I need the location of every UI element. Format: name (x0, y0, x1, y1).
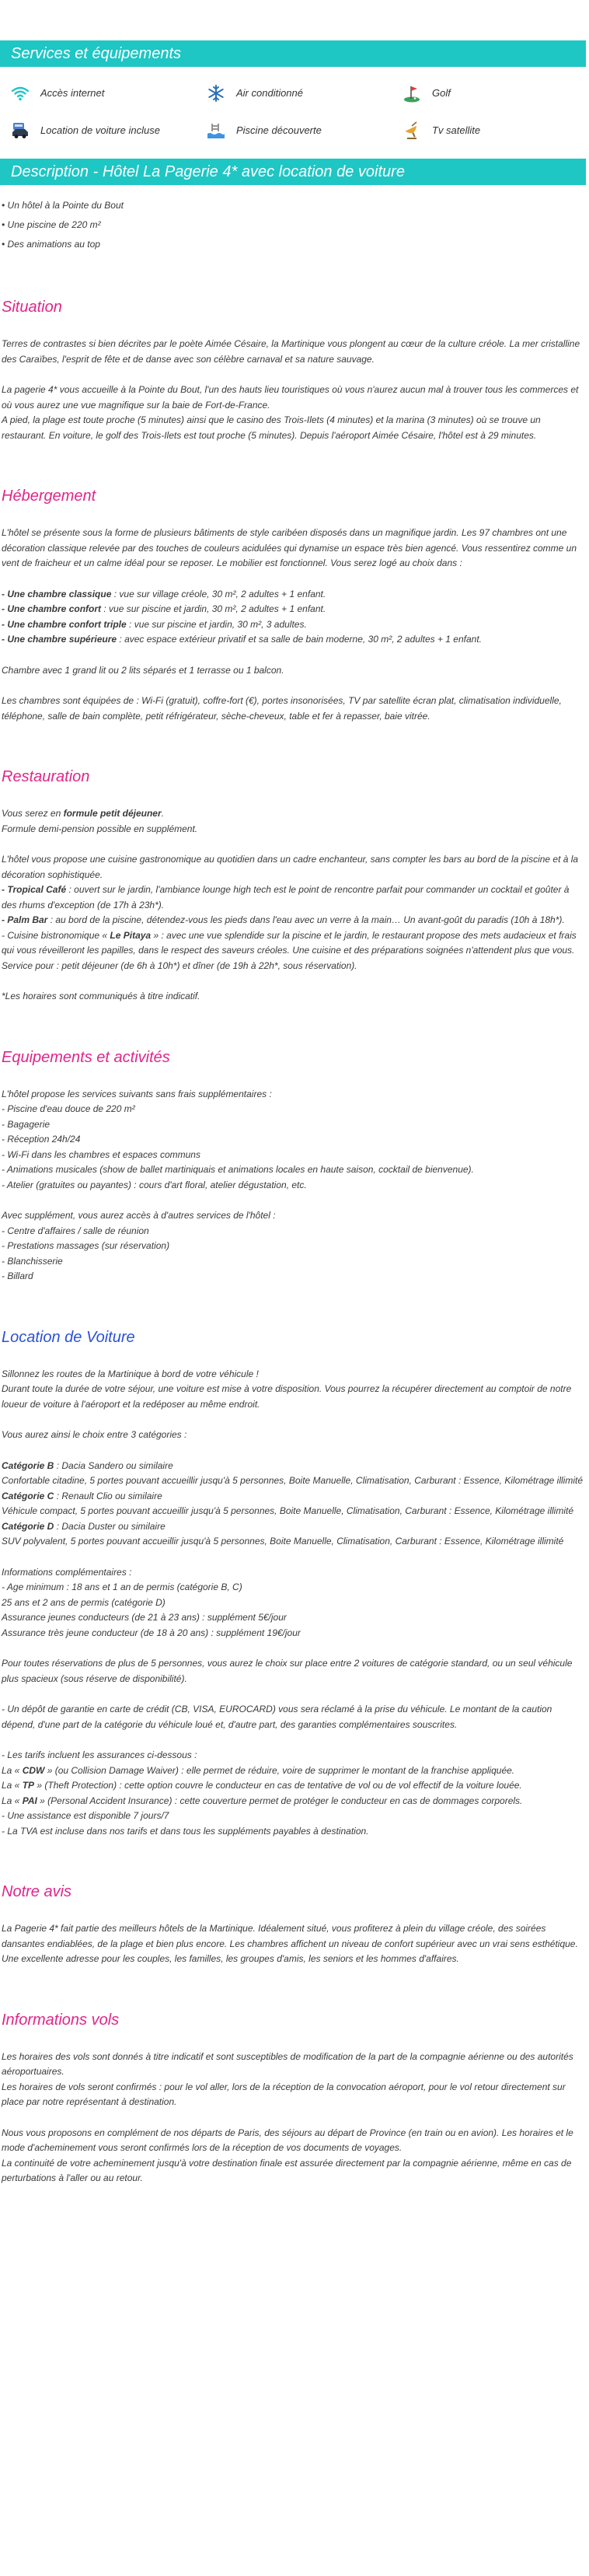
services-grid (0, 67, 589, 140)
restaurant-item (2, 883, 584, 913)
golf-icon (401, 84, 423, 103)
snowflake-icon (205, 84, 227, 103)
location-paragraph: - Un dépôt de garantie en carte de crédit (CB, VISA, EUROCARD) vous sera réclamé à la prise du véhicule. Le montant de la caution dépend, d'une part de la catégorie du véhicule loué et, d'autre part, des garanties complémentaires souscrites. (2, 1704, 552, 1730)
paid-service-item: - Blanchisserie (2, 1255, 63, 1267)
tv-icon (401, 121, 423, 140)
insurance-item (2, 1778, 584, 1794)
highlight-item: • Une piscine de 220 m² (2, 215, 584, 235)
description-content (0, 185, 589, 2218)
location-paragraph: Pour toutes réservations de plus de 5 personnes, vous aurez le choix sur place entre 2 voitures de catégorie standard, ou un seul véhicule plus spacieux (sous réserve de disponibilité). (2, 1658, 573, 1684)
service-pool (205, 121, 401, 140)
insurance-text: » (Theft Protection) : cette option couvre le conducteur en cas de tentative de vol ou de vol effectif de la voiture louée. (34, 1780, 522, 1791)
free-service-item: - Bagagerie (2, 1118, 51, 1130)
text: . (161, 808, 164, 819)
restauration-line: Formule demi-pension possible en supplément. (2, 823, 198, 834)
equipements-intro: L'hôtel propose les services suivants sans frais supplémentaires : (2, 1088, 272, 1099)
vols-paragraph: Nous vous proposons en complément de nos départs de Paris, des séjours au départ de Province (en train ou en avion). Les horaires et le mode d'acheminement vous seront confirmés lors de la réception de vos documents de voyages. (2, 2127, 573, 2153)
tva-line: - La TVA est incluse dans nos tarifs et dans tous les suppléments payables à destination. (2, 1825, 369, 1837)
service-label: Piscine découverte (236, 124, 322, 137)
highlights-list (2, 196, 584, 254)
situation-paragraph: La pagerie 4* vous accueille à la Pointe du Bout, l'un des hauts lieu touristiques où vous n'aurez aucun mal à trouver tous les commerces et où vous aurez une vue magnifique sur la baie de Fort-de-France. (2, 384, 579, 411)
info-item: 25 ans et 2 ans de permis (catégorie D) (2, 1596, 166, 1608)
room-text: : avec espace extérieur privatif et sa salle de bain moderne, 30 m², 2 adultes + 1 enfant. (117, 634, 482, 645)
avis-heading: Notre avis (2, 1883, 72, 1900)
vols-heading: Informations vols (2, 2011, 120, 2029)
info-item: Assurance jeunes conducteurs (de 21 à 23 ans) : supplément 5€/jour (2, 1612, 287, 1623)
highlight-item: • Des animations au top (2, 235, 584, 254)
vols-paragraph: Les horaires des vols sont donnés à titre indicatif et sont susceptibles de modification de la part de la compagnie aérienne ou des autorités aéroportuaires. (2, 2050, 573, 2077)
text: La « (2, 1764, 23, 1776)
service-internet (9, 84, 205, 103)
assistance-line: - Une assistance est disponible 7 jours/7 (2, 1810, 169, 1821)
room-text: : vue sur piscine et jardin, 30 m², 2 adultes + 1 enfant. (101, 603, 326, 614)
insurance-item (2, 1794, 584, 1809)
insurance-item (2, 1763, 584, 1779)
category-name: Catégorie B (2, 1459, 54, 1471)
restaurant-text: : ouvert sur le jardin, l'ambiance lounge high tech est le point de rencontre parfait pour commander un cocktail et goûter à des rhums d'exception (de 17h à 23h*). (2, 884, 570, 911)
equipements-heading: Equipements et activités (2, 1048, 170, 1066)
vols-paragraph: La continuité de votre acheminement jusqu'à votre destination finale est assurée directement par la compagnie aérienne, même en cas de perturbations à l'aller ou au retour. (2, 2157, 572, 2183)
situation-heading: Situation (2, 299, 62, 316)
service-golf (401, 84, 589, 103)
room-name: - Une chambre confort (2, 603, 102, 614)
restaurant-text: : au bord de la piscine, détendez-vous les pieds dans l'eau avec un verre à la main… Un avant-goût du paradis (10h à 18h*). (47, 914, 565, 925)
page (0, 40, 589, 2218)
category-name: Catégorie D (2, 1520, 54, 1532)
free-service-item: - Piscine d'eau douce de 220 m² (2, 1103, 135, 1114)
service-label: Accès internet (40, 87, 105, 100)
category-model: : Dacia Sandero ou similaire (54, 1459, 173, 1471)
service-label: Air conditionné (236, 87, 303, 100)
location-paragraph: Vous aurez ainsi le choix entre 3 catégories : (2, 1429, 187, 1440)
paid-service-item: - Billard (2, 1271, 33, 1281)
service-label: Tv satellite (432, 124, 481, 137)
text: Vous serez en (2, 808, 64, 819)
restaurant-item (2, 928, 584, 974)
category-desc: Véhicule compact, 5 portes pouvant accueillir jusqu'à 5 personnes, Boite Manuelle, Climatisation, Carburant : Essence, Kilométrage illimité (2, 1505, 573, 1516)
insurance-name: PAI (22, 1795, 37, 1806)
restaurant-text: » : avec une vue splendide sur la piscine et le jardin, le restaurant propose des mets audacieux et frais qui vous réveilleront les papilles, dans le respect des saveurs créoles. Une cuisine et des préparations soignées n'attendent plus que vous. Service pour : petit déjeuner (de 6h à 10h*) et dîner (de 19h à 22h*, sous réservation). (2, 929, 577, 971)
restaurant-name: Le Pitaya (110, 929, 152, 941)
category-title (2, 1459, 584, 1474)
paid-service-item: - Centre d'affaires / salle de réunion (2, 1225, 149, 1236)
restauration-paragraph: L'hôtel vous propose une cuisine gastronomique au quotidien dans un cadre enchanteur, sans compter les bars au bord de la piscine et à la décoration sophistiquée. (2, 854, 579, 880)
category-name: Catégorie C (2, 1490, 54, 1501)
service-label: Golf (432, 87, 451, 100)
category-model: : Dacia Duster ou similaire (54, 1520, 166, 1532)
service-air-conditioning (205, 84, 401, 103)
category-desc: SUV polyvalent, 5 portes pouvant accueillir jusqu'à 5 personnes, Boite Manuelle, Climatisation, Carburant : Essence, Kilométrage illimité (2, 1536, 564, 1547)
restauration-line (2, 806, 584, 822)
hebergement-paragraph: L'hôtel se présente sous la forme de plusieurs bâtiments de style caribéen disposés dans un magnifique jardin. Les 97 chambres ont une décoration classique relevée par des touches de couleurs acidulées qui dynamise un espace très bien agencé. Vous ressentirez comme un vent de fraicheur et un calme idéal pour se reposer. Le mobilier est fonctionnel. Vous serez logé au choix dans : (2, 527, 577, 568)
paid-service-item: - Prestations massages (sur réservation) (2, 1240, 170, 1251)
text: La « (2, 1795, 23, 1806)
insurance-name: CDW (22, 1764, 45, 1776)
insurance-text: » (Personal Accident Insurance) : cette couverture permet de protéger le conducteur en cas de dommages corporels. (37, 1795, 523, 1806)
insurance-text: » (ou Collision Damage Waiver) : elle permet de réduire, voire de supprimer le montant de la franchise appliquée. (44, 1764, 515, 1776)
location-heading: Location de Voiture (2, 1328, 135, 1346)
free-service-item: - Réception 24h/24 (2, 1134, 81, 1145)
restaurant-name: - Tropical Café (2, 884, 67, 895)
restaurant-item (2, 913, 584, 928)
hebergement-paragraph: Les chambres sont équipées de : Wi-Fi (gratuit), coffre-fort (€), portes insonorisées, TV par satellite écran plat, climatisation individuelle, téléphone, salle de bain complète, petit réfrigérateur, sèche-cheveux, table et fer à repasser, baie vitrée. (2, 695, 562, 722)
hebergement-heading: Hébergement (2, 488, 96, 505)
room-item (2, 602, 584, 617)
avis-paragraph: La Pagerie 4* fait partie des meilleurs hôtels de la Martinique. Idéalement situé, vous profiterez à plein du village créole, des soirées dansantes endiablées, de la plage et bien plus encore. Les chambres affichent un niveau de confort supérieur avec un vrai sens esthétique. Une excellente adresse pour les couples, les familles, les groupes d'amis, les seniors et les hommes d'affaires. (2, 1923, 578, 1964)
restaurant-name: - Palm Bar (2, 914, 48, 925)
room-item (2, 587, 584, 603)
restauration-heading: Restauration (2, 768, 90, 785)
car-icon (9, 121, 31, 140)
free-service-item: - Wi-Fi dans les chambres et espaces communs (2, 1148, 200, 1160)
room-name: - Une chambre confort triple (2, 618, 127, 630)
vols-paragraph: Les horaires de vols seront confirmés : pour le vol aller, lors de la réception de la convocation aéroport, pour le vol retour directement sur place par notre représentant à destination. (2, 2081, 566, 2107)
room-name: - Une chambre supérieure (2, 634, 117, 645)
room-text: : vue sur piscine et jardin, 30 m², 3 adultes. (126, 618, 307, 630)
insurance-title: - Les tarifs incluent les assurances ci-dessous : (2, 1749, 197, 1760)
situation-paragraph: Terres de contrastes si bien décrites par le poète Aimée Césaire, la Martinique vous plongent au cœur de la culture créole. La mer cristalline des Caraïbes, l'esprit de fête et de danse avec son célèbre carnaval et sa nature sauvage. (2, 338, 580, 365)
description-header: Description - Hôtel La Pagerie 4* avec location de voiture (0, 159, 586, 185)
service-label: Location de voiture incluse (40, 124, 160, 137)
restauration-note: *Les horaires sont communiqués à titre indicatif. (2, 991, 200, 1001)
services-header: Services et équipements (0, 40, 586, 67)
info-item: Assurance très jeune conducteur (de 18 à 20 ans) : supplément 19€/jour (2, 1627, 301, 1638)
info-item: - Age minimum : 18 ans et 1 an de permis (catégorie B, C) (2, 1582, 242, 1592)
location-paragraph: Sillonnez les routes de la Martinique à bord de votre véhicule ! (2, 1368, 259, 1379)
location-paragraph: Durant toute la durée de votre séjour, une voiture est mise à votre disposition. Vous pourrez la récupérer directement au comptoir de notre loueur de voiture à l'aéroport et la redéposer au même endroit. (2, 1383, 572, 1410)
formula-name: formule petit déjeuner (63, 808, 162, 819)
free-service-item: - Atelier (gratuites ou payantes) : cours d'art floral, atelier dégustation, etc. (2, 1179, 307, 1190)
highlight-item: • Un hôtel à la Pointe du Bout (2, 196, 584, 215)
hebergement-paragraph: Chambre avec 1 grand lit ou 2 lits séparés et 1 terrasse ou 1 balcon. (2, 664, 284, 676)
room-item (2, 617, 584, 633)
situation-paragraph: A pied, la plage est toute proche (5 minutes) ainsi que le casino des Trois-Ilets (4 minutes) et la marina (3 minutes) où se trouve un restaurant. En voiture, le golf des Trois-Ilets est tout proche (5 minutes). Depuis l'aéroport Aimée Césaire, l'hôtel est à 29 minutes. (2, 414, 541, 441)
wifi-icon (9, 84, 31, 103)
category-title (2, 1519, 584, 1535)
text: - Cuisine bistronomique « (2, 929, 110, 941)
category-model: : Renault Clio ou similaire (54, 1490, 162, 1501)
pool-icon (205, 121, 227, 140)
free-service-item: - Animations musicales (show de ballet martiniquais et animations locales en haute saison, cocktail de bienvenue). (2, 1164, 474, 1175)
category-title (2, 1489, 584, 1505)
service-car-rental (9, 121, 205, 140)
text: La « (2, 1780, 23, 1791)
service-tv (401, 121, 589, 140)
paid-intro: Avec supplément, vous aurez accès à d'autres services de l'hôtel : (2, 1210, 276, 1221)
category-desc: Confortable citadine, 5 portes pouvant accueillir jusqu'à 5 personnes, Boite Manuelle, Climatisation, Carburant : Essence, Kilométrage illimité (2, 1475, 584, 1486)
info-title: Informations complémentaires : (2, 1566, 132, 1578)
room-item (2, 632, 584, 648)
insurance-name: TP (22, 1780, 35, 1791)
room-text: : vue sur village créole, 30 m², 2 adultes + 1 enfant. (111, 588, 326, 599)
room-name: - Une chambre classique (2, 588, 112, 599)
